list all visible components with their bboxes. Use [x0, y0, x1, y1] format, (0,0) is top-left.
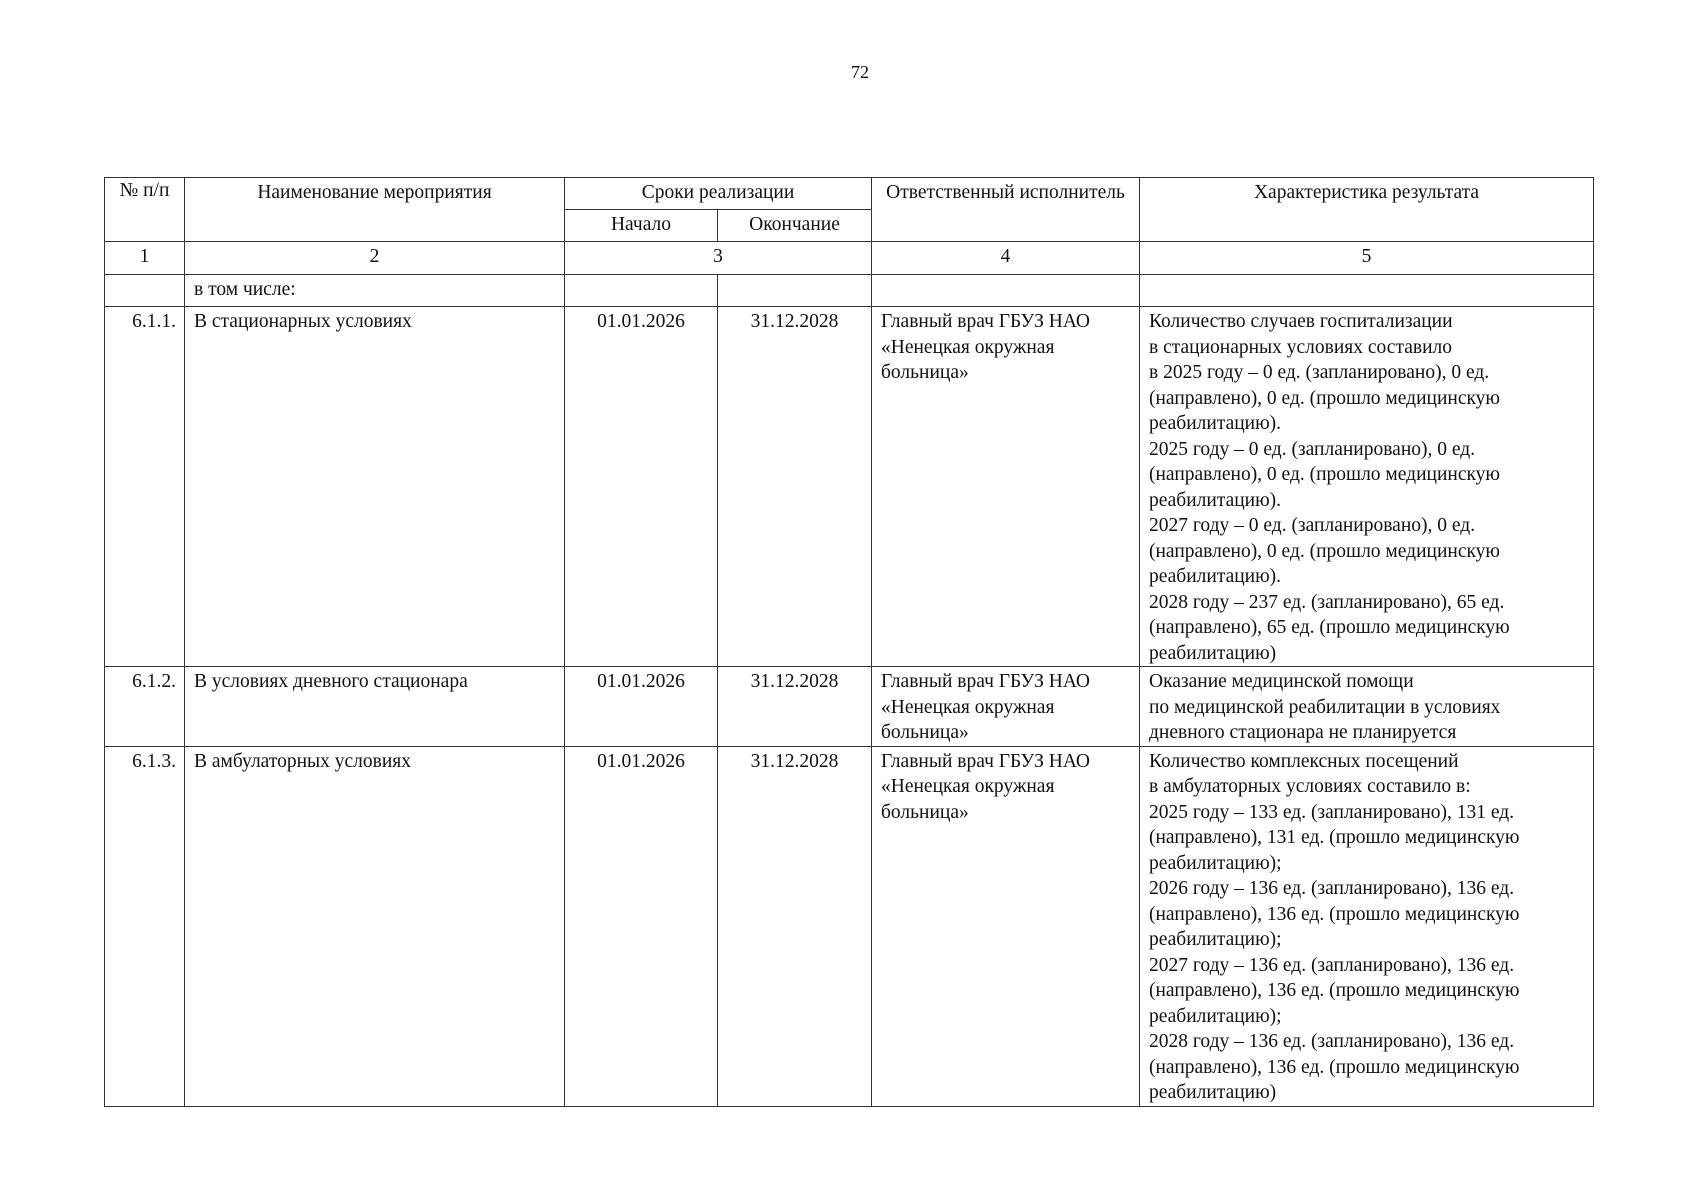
executor-cell: [872, 307, 1140, 667]
row-number: 6.1.1.: [105, 307, 185, 667]
result-line: реабилитацию);: [1149, 1005, 1282, 1027]
executor-cell: [872, 746, 1140, 1106]
start-date: 01.01.2026: [565, 667, 718, 747]
executor-line: «Ненецкая окружная: [881, 336, 1055, 358]
result-cell: [1140, 307, 1594, 667]
activity-name: В стационарных условиях: [185, 307, 565, 667]
result-line: реабилитацию).: [1149, 413, 1282, 434]
result-cell: [1140, 746, 1594, 1106]
activity-name: В условиях дневного стационара: [185, 667, 565, 747]
column-number: 1: [105, 242, 185, 275]
result-line: (направлено), 0 ед. (прошло медицинскую: [1149, 464, 1500, 485]
result-line: реабилитацию).: [1149, 489, 1282, 511]
activities-table: [104, 177, 1594, 1107]
result-line: 2028 году – 237 ед. (запланировано), 65 ед.: [1149, 591, 1505, 613]
result-line: (направлено), 136 ед. (прошло медицинскую: [1149, 903, 1520, 925]
result-line: (направлено), 131 ед. (прошло медицинскую: [1149, 827, 1520, 848]
result-line: в 2025 году – 0 ед. (запланировано), 0 ед.: [1149, 362, 1490, 383]
end-date: 31.12.2028: [718, 746, 872, 1106]
column-numbers-row: [105, 242, 1594, 275]
end-date: 31.12.2028: [718, 667, 872, 747]
table-row: [105, 667, 1594, 747]
result-line: в амбулаторных условиях составило в:: [1149, 776, 1471, 797]
row-number: 6.1.3.: [105, 746, 185, 1106]
executor-cell: [872, 667, 1140, 747]
executor-line: больница»: [881, 801, 969, 823]
header-col-name: Наименование мероприятия: [185, 178, 565, 242]
end-date: 31.12.2028: [718, 307, 872, 667]
subheading-row: [105, 275, 1594, 307]
row-number: 6.1.2.: [105, 667, 185, 747]
result-line: 2027 году – 0 ед. (запланировано), 0 ед.: [1149, 515, 1476, 536]
result-cell: [1140, 667, 1594, 747]
executor-line: Главный врач ГБУЗ НАО: [881, 311, 1091, 332]
result-line: 2025 году – 133 ед. (запланировано), 131 ед.: [1149, 801, 1515, 823]
executor-line: «Ненецкая окружная: [881, 696, 1055, 718]
result-line: 2026 году – 136 ед. (запланировано), 136 ед.: [1149, 878, 1515, 899]
result-line: (направлено), 65 ед. (прошло медицинскую: [1149, 617, 1510, 638]
result-line: Количество комплексных посещений: [1149, 750, 1459, 772]
table-row: [105, 746, 1594, 1106]
header-col-result: Характеристика результата: [1140, 178, 1594, 242]
page-number: 72: [851, 62, 869, 82]
subheading: в том числе:: [185, 275, 565, 307]
result-line: реабилитацию);: [1149, 852, 1282, 874]
result-line: (направлено), 0 ед. (прошло медицинскую: [1149, 387, 1500, 409]
header-col-terms: Сроки реализации: [565, 178, 872, 210]
executor-line: Главный врач ГБУЗ НАО: [881, 671, 1091, 692]
result-line: (направлено), 0 ед. (прошло медицинскую: [1149, 540, 1500, 562]
column-number: 5: [1140, 242, 1594, 275]
result-line: реабилитацию).: [1149, 566, 1282, 587]
column-number: 3: [565, 242, 872, 275]
result-line: по медицинской реабилитации в условиях: [1149, 696, 1501, 718]
executor-line: «Ненецкая окружная: [881, 776, 1055, 797]
result-line: 2028 году – 136 ед. (запланировано), 136 ед.: [1149, 1031, 1515, 1052]
header-col-num: № п/п: [105, 178, 185, 242]
header-col-executor: Ответственный исполнитель: [872, 178, 1140, 242]
result-line: Оказание медицинской помощи: [1149, 671, 1414, 692]
result-line: Количество случаев госпитализации: [1149, 311, 1453, 332]
result-line: реабилитацию): [1149, 642, 1277, 664]
result-line: дневного стационара не планируется: [1149, 722, 1457, 743]
result-line: (направлено), 136 ед. (прошло медицинскую: [1149, 980, 1520, 1001]
header-col-start: Начало: [565, 210, 718, 242]
result-line: 2027 году – 136 ед. (запланировано), 136 ед.: [1149, 954, 1515, 976]
result-line: в стационарных условиях составило: [1149, 336, 1452, 358]
start-date: 01.01.2026: [565, 746, 718, 1106]
executor-line: больница»: [881, 362, 969, 383]
result-line: реабилитацию): [1149, 1082, 1277, 1103]
executor-line: Главный врач ГБУЗ НАО: [881, 750, 1091, 772]
column-number: 4: [872, 242, 1140, 275]
table-row: [105, 307, 1594, 667]
result-line: реабилитацию);: [1149, 929, 1282, 950]
executor-line: больница»: [881, 722, 969, 743]
start-date: 01.01.2026: [565, 307, 718, 667]
header-col-end: Окончание: [718, 210, 872, 242]
column-number: 2: [185, 242, 565, 275]
activity-name: В амбулаторных условиях: [185, 746, 565, 1106]
result-line: 2025 году – 0 ед. (запланировано), 0 ед.: [1149, 438, 1476, 460]
result-line: (направлено), 136 ед. (прошло медицинскую: [1149, 1056, 1520, 1078]
